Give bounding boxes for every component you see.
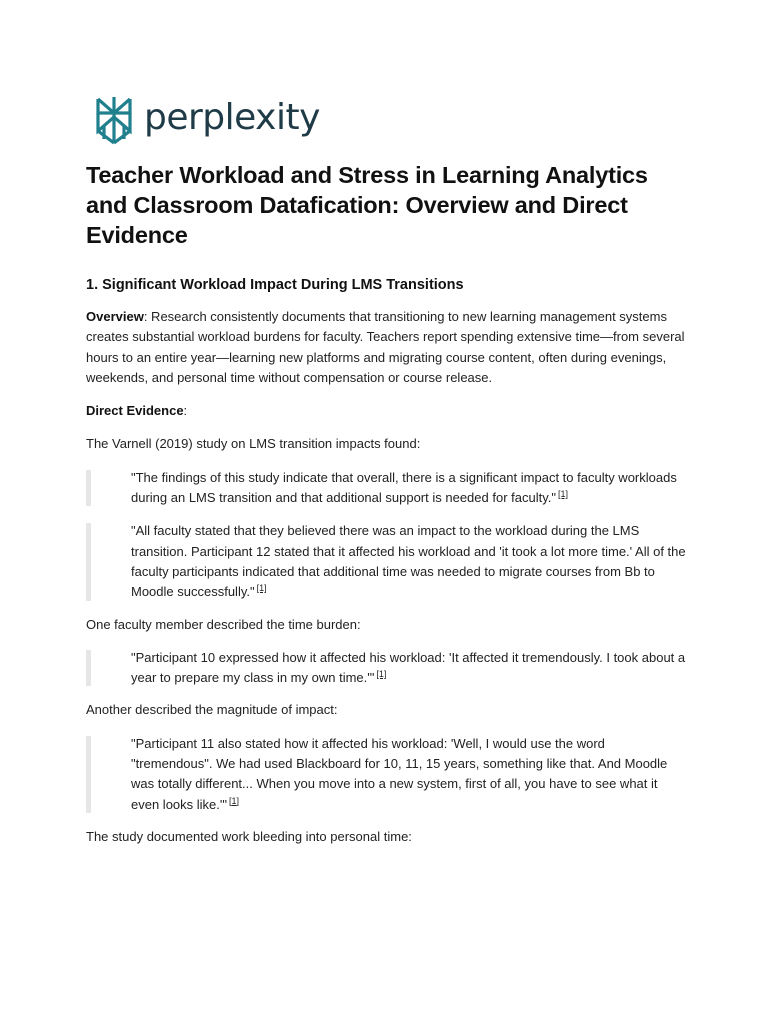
quote-text <box>131 521 686 602</box>
document-body <box>86 160 686 847</box>
one-faculty-paragraph: One faculty member described the time burden: <box>86 616 361 632</box>
citation-link[interactable]: [1] <box>256 583 267 594</box>
section-heading: 1. Significant Workload Impact During LMS Transitions <box>86 277 464 293</box>
blockquote <box>86 468 686 509</box>
quote-text <box>131 648 686 689</box>
perplexity-logo <box>94 94 320 146</box>
overview-paragraph <box>86 307 686 388</box>
overview-label: Overview <box>86 309 144 324</box>
direct-evidence-colon: : <box>183 403 188 419</box>
quote-body: "All faculty stated that they believed there was an impact to the workload during the LMS transition. Participant 12 stated that it affected his workload and 'it took a lot more time.' All of the faculty participants indicated that additional time was needed to migrate courses from Bb to Moodle successfully." <box>131 523 686 600</box>
another-paragraph: Another described the magnitude of impact: <box>86 702 338 718</box>
blockquote <box>86 734 686 815</box>
quote-body: "Participant 10 expressed how it affected his workload: 'It affected it tremendously. I took about a year to prepare my class in my own time.'" <box>131 649 686 686</box>
citation-link[interactable]: [1] <box>376 669 387 680</box>
document-title: Teacher Workload and Stress in Learning Analytics and Classroom Datafication: Overview and Direct Evidence <box>86 162 648 248</box>
quote-text <box>131 734 686 815</box>
blockquote <box>86 648 686 689</box>
quote-body: "Participant 11 also stated how it affected his workload: 'Well, I would use the word "tremendous". We had used Blackboard for 10, 11, 15 years, something like that. And Moodle was totally different... When you move into a new system, first of all, you have to see what it even looks like.'" <box>131 735 668 812</box>
citation-link[interactable]: [1] <box>557 489 568 500</box>
citation-link[interactable]: [1] <box>228 795 239 806</box>
logo-wordmark: perplexity <box>144 97 320 138</box>
varnell-intro: The Varnell (2019) study on LMS transition impacts found: <box>86 436 421 452</box>
overview-text: : Research consistently documents that transitioning to new learning management systems creates substantial workload burdens for faculty. Teachers report spending extensive time—from several hours to an entire year—learning new platforms and migrating course content, often during evenings, weekends, and personal time without compensation or course release. <box>86 309 685 385</box>
blockquote <box>86 521 686 602</box>
quote-body: "The findings of this study indicate that overall, there is a significant impact to faculty workloads during an LMS transition and that additional support is needed for faculty." <box>131 469 677 506</box>
perplexity-logo-icon <box>94 95 134 145</box>
quote-text <box>131 468 686 509</box>
direct-evidence-paragraph <box>86 401 686 421</box>
direct-evidence-label: Direct Evidence <box>86 403 184 419</box>
study-documented-paragraph: The study documented work bleeding into personal time: <box>86 828 412 844</box>
